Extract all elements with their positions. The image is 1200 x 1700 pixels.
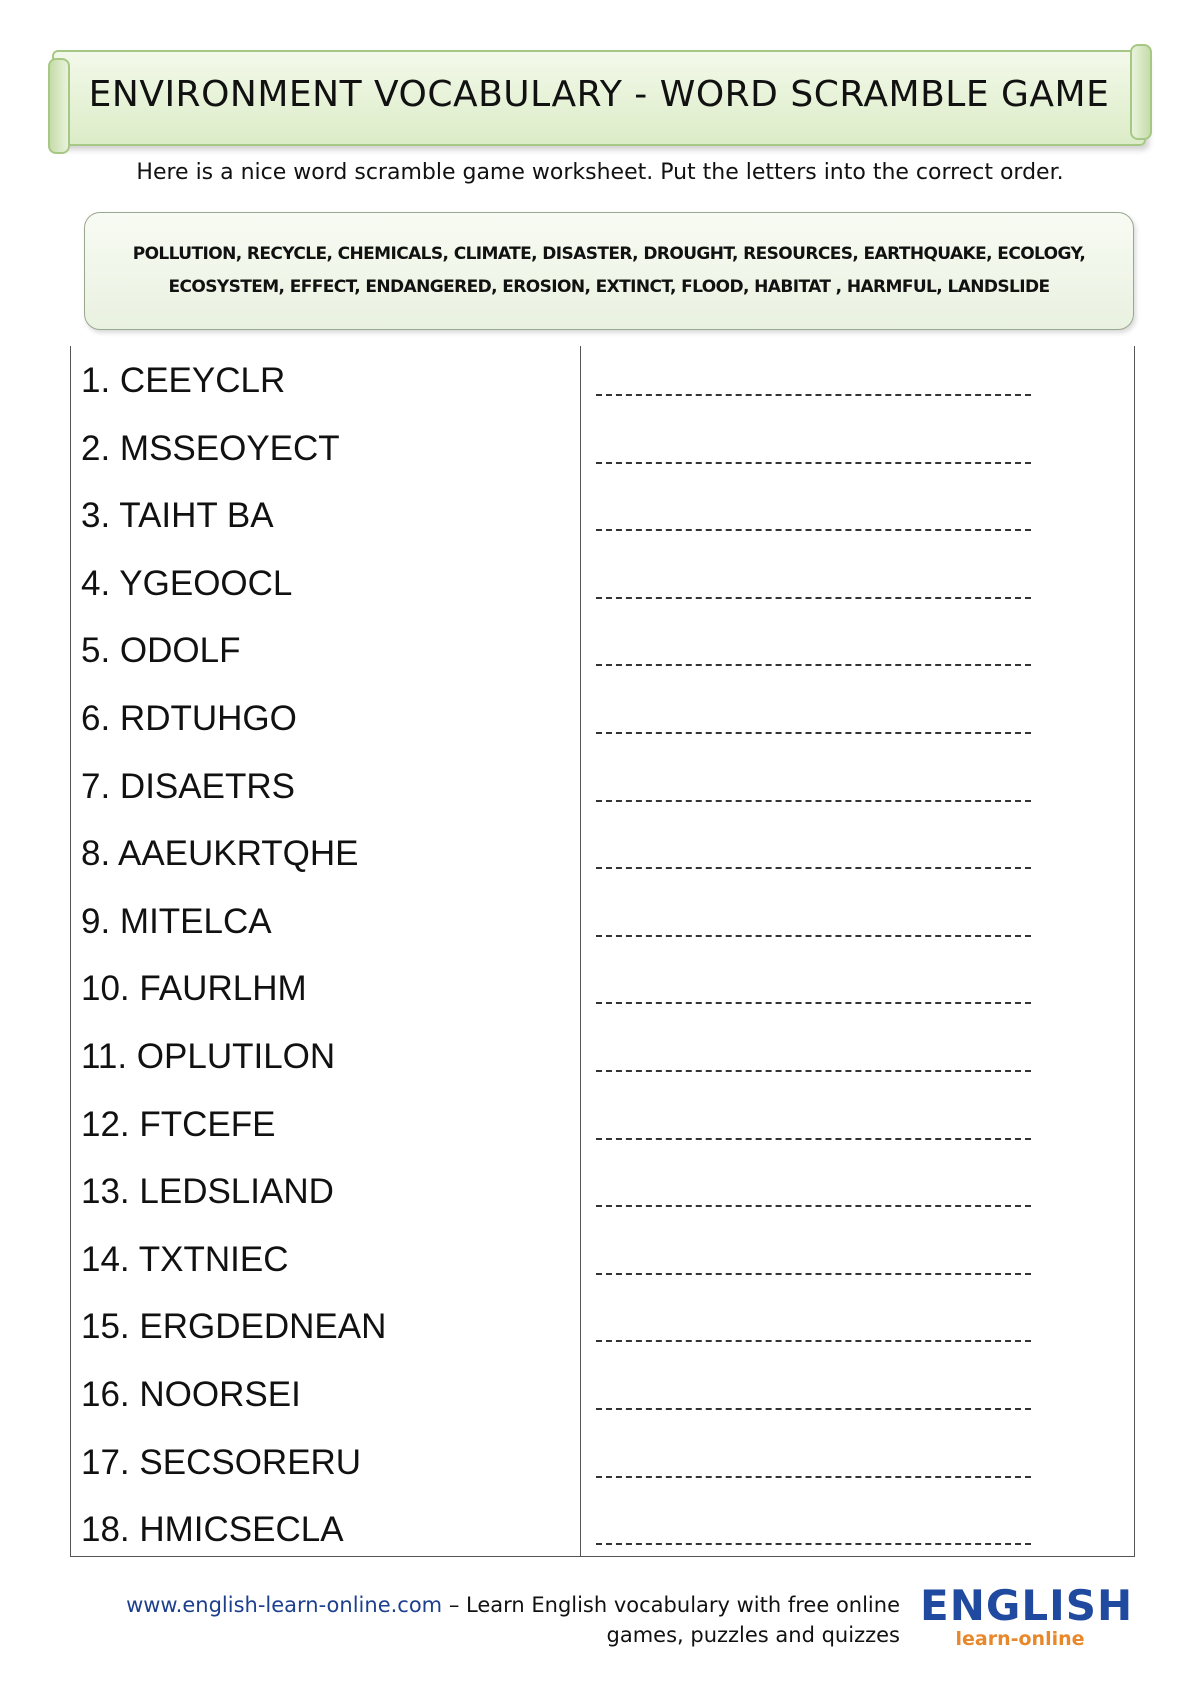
word-bank-text: POLLUTION, RECYCLE, CHEMICALS, CLIMATE, DISASTER, DROUGHT, RESOURCES, EARTHQUAKE, ECOLOGY, ECOSYSTEM, EFFECT, ENDANGERED, EROSION, EXTINCT, FLOOD, HABITAT , HARMFUL, LANDSLIDE xyxy=(132,244,1086,297)
scramble-item: 3. TAIHT BA xyxy=(81,496,274,536)
scramble-item: 2. MSSEOYECT xyxy=(81,428,340,468)
footer-line-1: – Learn English vocabulary with free online xyxy=(442,1593,900,1617)
answer-blank[interactable] xyxy=(596,597,1031,599)
answer-blank[interactable] xyxy=(596,1476,1031,1478)
scramble-item: 7. DISAETRS xyxy=(81,766,295,806)
footer-url-link[interactable]: www.english-learn-online.com xyxy=(126,1593,443,1617)
footer-text xyxy=(50,1590,900,1650)
logo-sub-text: learn-online xyxy=(955,1628,1085,1650)
answer-blank[interactable] xyxy=(596,1408,1031,1410)
scramble-item: 4. YGEOOCL xyxy=(81,563,293,603)
answer-blank[interactable] xyxy=(596,664,1031,666)
scramble-item: 9. MITELCA xyxy=(81,901,272,941)
scramble-item: 11. OPLUTILON xyxy=(81,1037,336,1076)
answer-blank[interactable] xyxy=(596,1340,1031,1342)
scramble-item: 1. CEEYCLR xyxy=(81,361,286,400)
column-divider xyxy=(580,346,581,1556)
scramble-item: 10. FAURLHM xyxy=(81,969,307,1009)
intro-text: Here is a nice word scramble game worksheet. Put the letters into the correct order. xyxy=(136,160,1064,185)
page-title: ENVIRONMENT VOCABULARY - WORD SCRAMBLE GAME xyxy=(88,74,1110,115)
answer-blank[interactable] xyxy=(596,935,1031,937)
answer-blank[interactable] xyxy=(596,1205,1031,1207)
answer-blank[interactable] xyxy=(596,1543,1031,1545)
scramble-item: 16. NOORSEI xyxy=(81,1375,301,1414)
scramble-item: 14. TXTNIEC xyxy=(81,1239,289,1279)
answer-blank[interactable] xyxy=(596,462,1031,464)
answer-blank[interactable] xyxy=(596,394,1031,396)
scramble-item: 8. AAEUKRTQHE xyxy=(81,834,359,874)
answer-blank[interactable] xyxy=(596,1002,1031,1004)
logo xyxy=(920,1581,1134,1650)
scramble-item: 13. LEDSLIAND xyxy=(81,1172,334,1212)
answer-blank[interactable] xyxy=(596,867,1031,869)
word-bank-box xyxy=(84,212,1134,330)
scramble-table xyxy=(70,346,1135,1557)
scramble-item: 15. ERGDEDNEAN xyxy=(81,1307,387,1347)
scramble-item: 17. SECSORERU xyxy=(81,1442,362,1482)
scramble-item: 6. RDTUHGO xyxy=(81,699,297,738)
answer-blank[interactable] xyxy=(596,800,1031,802)
title-banner xyxy=(52,50,1146,146)
answer-blank[interactable] xyxy=(596,1138,1031,1140)
scramble-item: 18. HMICSECLA xyxy=(81,1510,344,1550)
logo-main-text: ENGLISH xyxy=(920,1581,1134,1630)
scramble-item: 12. FTCEFE xyxy=(81,1104,276,1144)
scramble-item: 5. ODOLF xyxy=(81,631,241,671)
answer-blank[interactable] xyxy=(596,1273,1031,1275)
footer-line-2: games, puzzles and quizzes xyxy=(606,1623,900,1647)
answer-blank[interactable] xyxy=(596,529,1031,531)
answer-blank[interactable] xyxy=(596,1070,1031,1072)
answer-blank[interactable] xyxy=(596,732,1031,734)
